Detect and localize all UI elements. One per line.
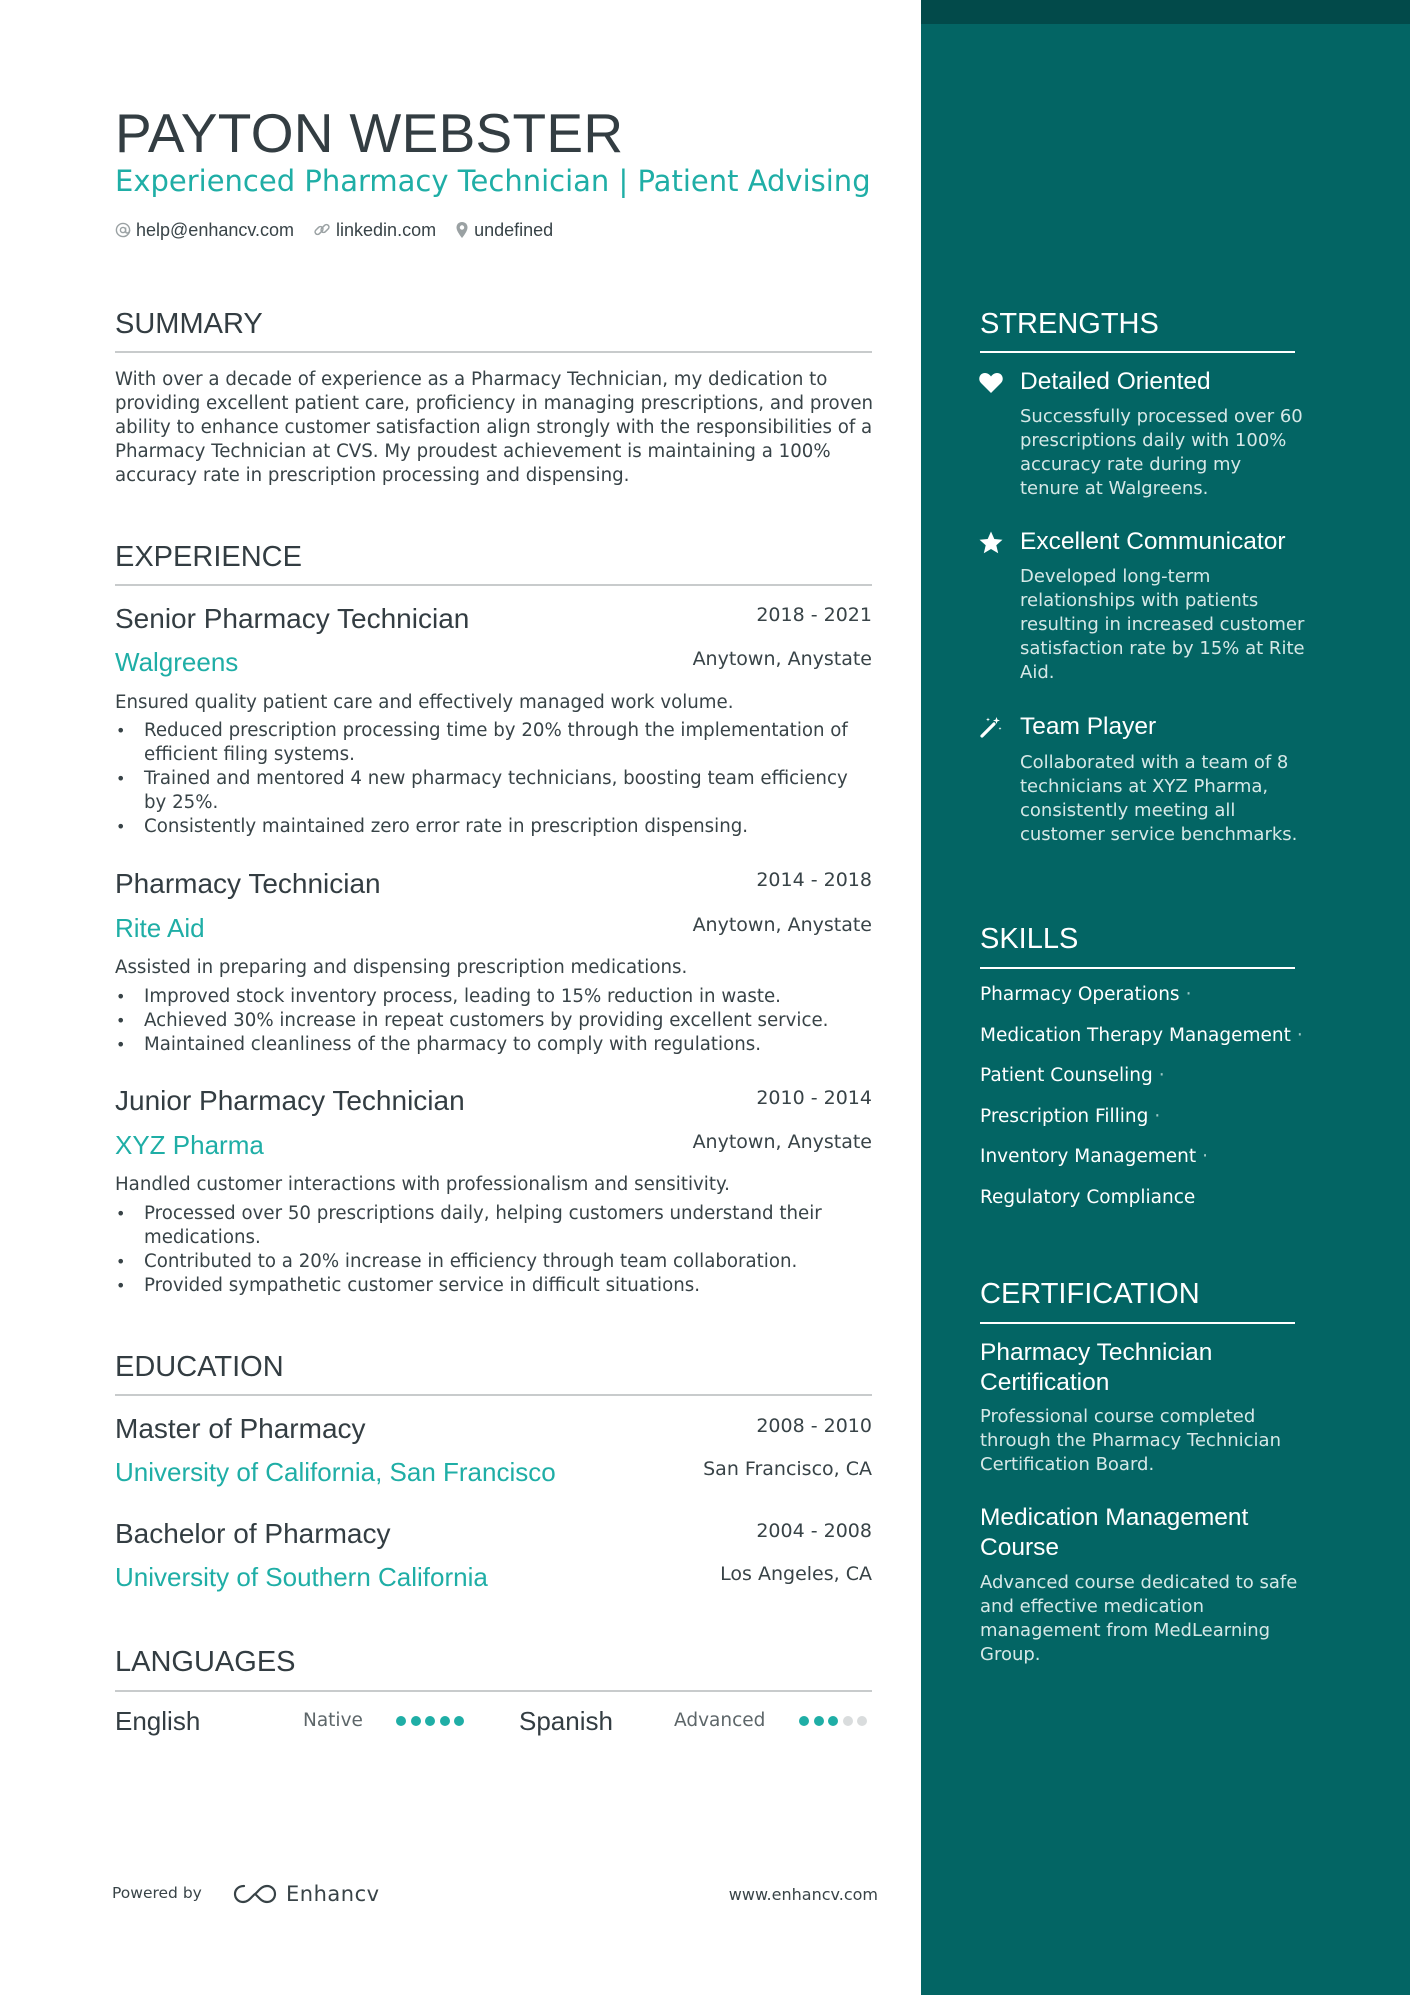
job-bullets [115,985,872,1057]
job-company: Rite Aid [115,913,205,943]
job-location: Anytown, Anystate [692,1131,872,1153]
strength-description: Successfully processed over 60 prescriptions daily with 100% accuracy rate during my tenure at Walgreens. [1020,406,1303,499]
strength-title: Excellent Communicator [1020,528,1286,555]
enhancv-logo-text: Enhancv [286,1882,380,1906]
rating-dot-filled [814,1716,824,1726]
job-title: Senior Pharmacy Technician [115,603,470,634]
strengths-divider [980,351,1295,353]
job-bullets [115,719,872,839]
job-dates: 2014 - 2018 [756,869,872,891]
certification-title: Pharmacy Technician Certification [980,1339,1213,1396]
rating-dot-filled [396,1716,406,1726]
powered-by-label: Powered by [112,1884,202,1902]
job-location: Anytown, Anystate [692,648,872,670]
language-name: Spanish [519,1706,613,1736]
education-divider [115,1394,872,1396]
education-degree: Master of Pharmacy [115,1413,366,1444]
skill-tag [980,982,1191,1008]
education-school: University of Southern California [115,1562,488,1592]
education-degree: Bachelor of Pharmacy [115,1518,391,1549]
rating-dot-filled [454,1716,464,1726]
skill-label: Pharmacy Operations [980,984,1180,1005]
language-name: English [115,1706,201,1736]
skill-separator: · [1202,1146,1209,1167]
skill-separator: · [1185,984,1192,1005]
rating-dot-empty [857,1716,867,1726]
skill-label: Regulatory Compliance [980,1187,1196,1208]
language-level: Native [303,1710,363,1731]
location-pin-icon [455,221,469,239]
languages-heading: LANGUAGES [115,1646,296,1678]
language-level: Advanced [674,1710,766,1731]
at-icon [115,222,131,238]
link-icon [313,221,331,239]
job-company: Walgreens [115,647,239,677]
languages-divider [115,1690,872,1692]
skill-tag [980,1104,1160,1130]
star-icon [978,530,1004,556]
certification-divider [980,1322,1295,1324]
job-bullet: • Achieved 30% increase in repeat customers by providing excellent service. [115,1009,872,1033]
job-description: Ensured quality patient care and effectively managed work volume. [115,692,734,713]
rating-dot-empty [843,1716,853,1726]
skill-tag [980,1023,1303,1049]
contact-location-text: undefined [474,219,554,240]
job-bullet: • Maintained cleanliness of the pharmacy to comply with regulations. [115,1033,872,1057]
skill-label: Inventory Management [980,1146,1197,1167]
education-dates: 2008 - 2010 [756,1415,872,1437]
job-bullet: • Reduced prescription processing time by 20% through the implementation of efficient filing systems. [115,719,872,767]
skill-label: Prescription Filling [980,1106,1149,1127]
contact-linkedin[interactable] [313,220,436,241]
job-bullet: • Improved stock inventory process, leading to 15% reduction in waste. [115,985,872,1009]
contact-row [115,217,572,243]
enhancv-logo-icon [232,1882,278,1906]
job-bullets [115,1202,872,1298]
rating-dot-filled [411,1716,421,1726]
summary-text: With over a decade of experience as a Pharmacy Technician, my dedication to providing excellent patient care, proficiency in managing prescriptions, and proven ability to enhance customer satisfaction align strongly with the responsibilities of a Pharmacy Technician at CVS. My proudest achievement is maintaining a 100% accuracy rate in prescription processing and dispensing. [115,369,874,486]
skill-tag [980,1144,1208,1170]
job-dates: 2018 - 2021 [756,604,872,626]
strength-title: Detailed Oriented [1020,368,1211,395]
rating-dot-filled [799,1716,809,1726]
education-school: University of California, San Francisco [115,1457,556,1487]
certification-title: Medication Management Course [980,1504,1249,1561]
experience-heading: EXPERIENCE [115,541,302,573]
job-bullet: • Processed over 50 prescriptions daily, helping customers understand their medications. [115,1202,872,1250]
skill-label: Patient Counseling [980,1065,1153,1086]
skills-heading: SKILLS [980,923,1079,955]
job-dates: 2010 - 2014 [756,1087,872,1109]
rating-dot-filled [440,1716,450,1726]
job-bullet: • Contributed to a 20% increase in efficiency through team collaboration. [115,1250,872,1274]
language-rating [799,1716,872,1726]
skill-label: Medication Therapy Management [980,1025,1291,1046]
skill-tag [980,1185,1195,1211]
rating-dot-filled [425,1716,435,1726]
education-location: San Francisco, CA [703,1458,872,1480]
contact-email-text: help@enhancv.com [136,219,295,240]
candidate-name: PAYTON WEBSTER [115,102,624,164]
strength-description: Developed long-term relationships with patients resulting in increased customer satisfaction rate by 15% at Rite Aid. [1020,566,1305,683]
skill-separator: · [1296,1025,1303,1046]
magic-wand-icon [978,714,1004,740]
skills-divider [980,967,1295,969]
certification-heading: CERTIFICATION [980,1278,1200,1310]
rating-dot-filled [828,1716,838,1726]
strengths-heading: STRENGTHS [980,308,1159,340]
summary-heading: SUMMARY [115,308,263,340]
job-title: Junior Pharmacy Technician [115,1085,465,1116]
job-bullet: • Consistently maintained zero error rate in prescription dispensing. [115,815,872,839]
candidate-headline: Experienced Pharmacy Technician | Patient Advising [115,164,871,198]
education-heading: EDUCATION [115,1351,284,1383]
contact-location [455,220,553,241]
heart-icon [978,370,1004,396]
skill-separator: · [1158,1065,1165,1086]
job-company: XYZ Pharma [115,1130,264,1160]
skill-separator: · [1154,1106,1161,1127]
sidebar-top-bar [921,0,1410,24]
job-bullet: • Trained and mentored 4 new pharmacy technicians, boosting team efficiency by 25%. [115,767,872,815]
education-location: Los Angeles, CA [720,1563,872,1585]
education-dates: 2004 - 2008 [756,1520,872,1542]
certification-description: Advanced course dedicated to safe and effective medication management from MedLearning Group. [980,1572,1298,1665]
strength-description: Collaborated with a team of 8 technicians at XYZ Pharma, consistently meeting all customer service benchmarks. [1020,752,1298,845]
job-location: Anytown, Anystate [692,914,872,936]
footer-website[interactable]: www.enhancv.com [728,1885,878,1904]
job-description: Handled customer interactions with professionalism and sensitivity. [115,1174,730,1195]
contact-email[interactable] [115,220,294,241]
job-description: Assisted in preparing and dispensing prescription medications. [115,957,688,978]
enhancv-logo[interactable] [232,1880,380,1908]
certification-description: Professional course completed through the Pharmacy Technician Certification Board. [980,1406,1281,1475]
strength-title: Team Player [1020,713,1157,740]
language-rating [396,1716,469,1726]
contact-linkedin-text: linkedin.com [336,219,437,240]
skill-tag [980,1063,1165,1089]
experience-divider [115,584,872,586]
job-bullet: • Provided sympathetic customer service in difficult situations. [115,1274,872,1298]
summary-divider [115,351,872,353]
job-title: Pharmacy Technician [115,868,381,899]
